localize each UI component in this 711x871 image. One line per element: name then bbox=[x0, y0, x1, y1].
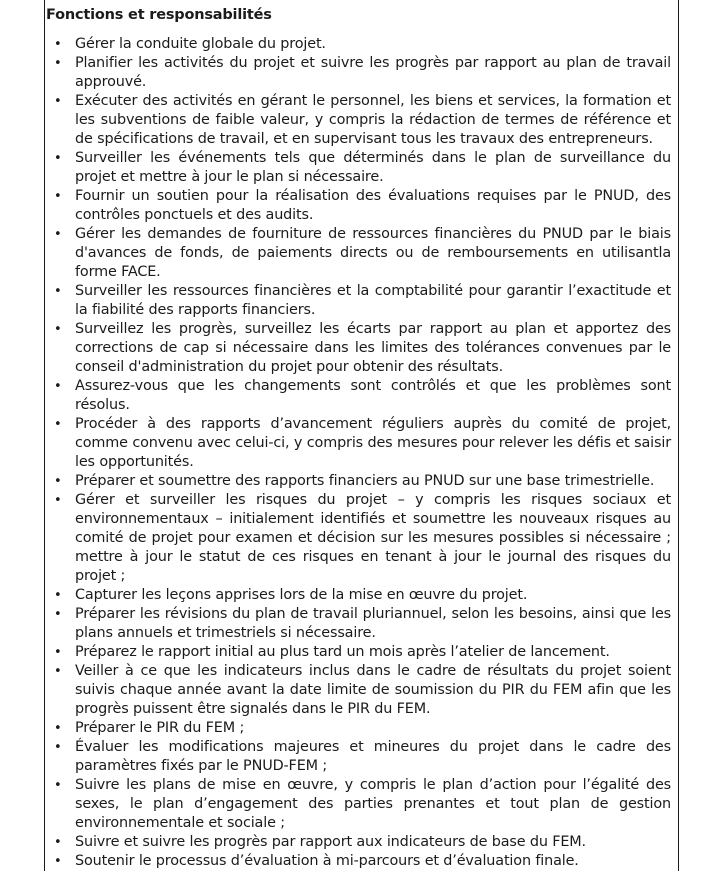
list-item-text: Gérer les demandes de fourniture de ressources financières du PNUD par le biais d'avances de fonds, de paiements directs ou de remboursements en utilisantla forme FACE. bbox=[75, 226, 671, 280]
list-item-text: Préparer les révisions du plan de travail pluriannuel, selon les besoins, ainsi que les plans annuels et trimestriels si nécessaire. bbox=[75, 606, 671, 641]
list-item bbox=[45, 54, 671, 92]
list-item-text: Évaluer les modifications majeures et mineures du projet dans le cadre des paramètres fixés par le PNUD-FEM ; bbox=[75, 739, 671, 774]
bullet-icon: • bbox=[54, 664, 62, 679]
list-item-text: Surveiller les ressources financières et la comptabilité pour garantir l’exactitude et la fiabilité des rapports financiers. bbox=[75, 283, 671, 318]
list-item-text: Surveillez les progrès, surveillez les écarts par rapport au plan et apportez des corrections de cap si nécessaire dans les limites des tolérances convenues par le conseil d'administration du projet pour obtenir des résultats. bbox=[75, 321, 671, 375]
bullet-icon: • bbox=[54, 37, 62, 52]
bullet-icon: • bbox=[54, 588, 62, 603]
bullet-icon: • bbox=[54, 227, 62, 242]
list-item bbox=[45, 643, 671, 662]
list-item-text: Capturer les leçons apprises lors de la mise en œuvre du projet. bbox=[75, 587, 528, 603]
bullet-icon: • bbox=[54, 607, 62, 622]
bullet-icon: • bbox=[54, 854, 62, 869]
list-item-text: Fournir un soutien pour la réalisation des évaluations requises par le PNUD, des contrôles ponctuels et des audits. bbox=[75, 188, 671, 223]
list-item bbox=[45, 852, 671, 871]
list-item bbox=[45, 187, 671, 225]
bullet-icon: • bbox=[54, 721, 62, 736]
bullet-icon: • bbox=[54, 56, 62, 71]
right-border-line bbox=[678, 0, 679, 871]
list-item-text: Surveiller les événements tels que déterminés dans le plan de surveillance du projet et mettre à jour le plan si nécessaire. bbox=[75, 150, 671, 185]
list-item bbox=[45, 491, 671, 586]
bullet-icon: • bbox=[54, 94, 62, 109]
bullet-icon: • bbox=[54, 417, 62, 432]
list-item bbox=[45, 738, 671, 776]
bullet-icon: • bbox=[54, 322, 62, 337]
bullet-icon: • bbox=[54, 835, 62, 850]
list-item bbox=[45, 776, 671, 833]
list-item-text: Exécuter des activités en gérant le personnel, les biens et services, la formation et les subventions de faible valeur, y compris la rédaction de termes de référence et de spécifications de travail, et en supervisant tous les travaux des entrepreneurs. bbox=[75, 93, 671, 147]
list-item bbox=[45, 377, 671, 415]
bullet-icon: • bbox=[54, 493, 62, 508]
list-item-text: Assurez-vous que les changements sont contrôlés et que les problèmes sont résolus. bbox=[75, 378, 671, 413]
list-item-text: Procéder à des rapports d’avancement réguliers auprès du comité de projet, comme convenu avec celui-ci, y compris des mesures pour relever les défis et saisir les opportunités. bbox=[75, 416, 671, 470]
bullet-icon: • bbox=[54, 740, 62, 755]
list-item bbox=[45, 282, 671, 320]
list-item bbox=[45, 92, 671, 149]
list-item bbox=[45, 472, 671, 491]
list-item-text: Veiller à ce que les indicateurs inclus dans le cadre de résultats du projet soient suivis chaque année avant la date limite de soumission du PIR du FEM afin que les progrès puissent être signalés dans le PIR du FEM. bbox=[75, 663, 671, 717]
list-item-text: Suivre les plans de mise en œuvre, y compris le plan d’action pour l’égalité des sexes, le plan d’engagement des parties prenantes et tout plan de gestion environnementale et sociale ; bbox=[75, 777, 671, 831]
list-item bbox=[45, 833, 671, 852]
section-title: Fonctions et responsabilités bbox=[46, 7, 272, 23]
list-item-text: Préparer le PIR du FEM ; bbox=[75, 720, 245, 736]
bullet-icon: • bbox=[54, 645, 62, 660]
list-item bbox=[45, 35, 671, 54]
bullet-icon: • bbox=[54, 284, 62, 299]
list-item bbox=[45, 662, 671, 719]
bullet-icon: • bbox=[54, 151, 62, 166]
list-item-text: Soutenir le processus d’évaluation à mi-parcours et d’évaluation finale. bbox=[75, 853, 579, 869]
list-item bbox=[45, 719, 671, 738]
bullet-icon: • bbox=[54, 778, 62, 793]
list-item bbox=[45, 149, 671, 187]
list-item-text: Gérer la conduite globale du projet. bbox=[75, 36, 326, 52]
list-item-text: Gérer et surveiller les risques du projet – y compris les risques sociaux et environnementaux – initialement identifiés et soumettre les nouveaux risques au comité de projet pour examen et décision sur les mesures possibles si nécessaire ; mettre à jour le statut de ces risques en tenant à jour le journal des risques du projet ; bbox=[75, 492, 671, 584]
list-item bbox=[45, 586, 671, 605]
list-item-text: Suivre et suivre les progrès par rapport aux indicateurs de base du FEM. bbox=[75, 834, 586, 850]
bullet-icon: • bbox=[54, 474, 62, 489]
list-item bbox=[45, 225, 671, 282]
bullet-icon: • bbox=[54, 189, 62, 204]
list-item bbox=[45, 605, 671, 643]
bullet-icon: • bbox=[54, 379, 62, 394]
list-item-text: Planifier les activités du projet et suivre les progrès par rapport au plan de travail approuvé. bbox=[75, 55, 671, 90]
list-item-text: Préparer et soumettre des rapports financiers au PNUD sur une base trimestrielle. bbox=[75, 473, 655, 489]
list-item-text: Préparez le rapport initial au plus tard un mois après l’atelier de lancement. bbox=[75, 644, 610, 660]
responsibilities-list bbox=[45, 35, 671, 871]
document-content bbox=[45, 6, 671, 871]
list-item bbox=[45, 320, 671, 377]
list-item bbox=[45, 415, 671, 472]
